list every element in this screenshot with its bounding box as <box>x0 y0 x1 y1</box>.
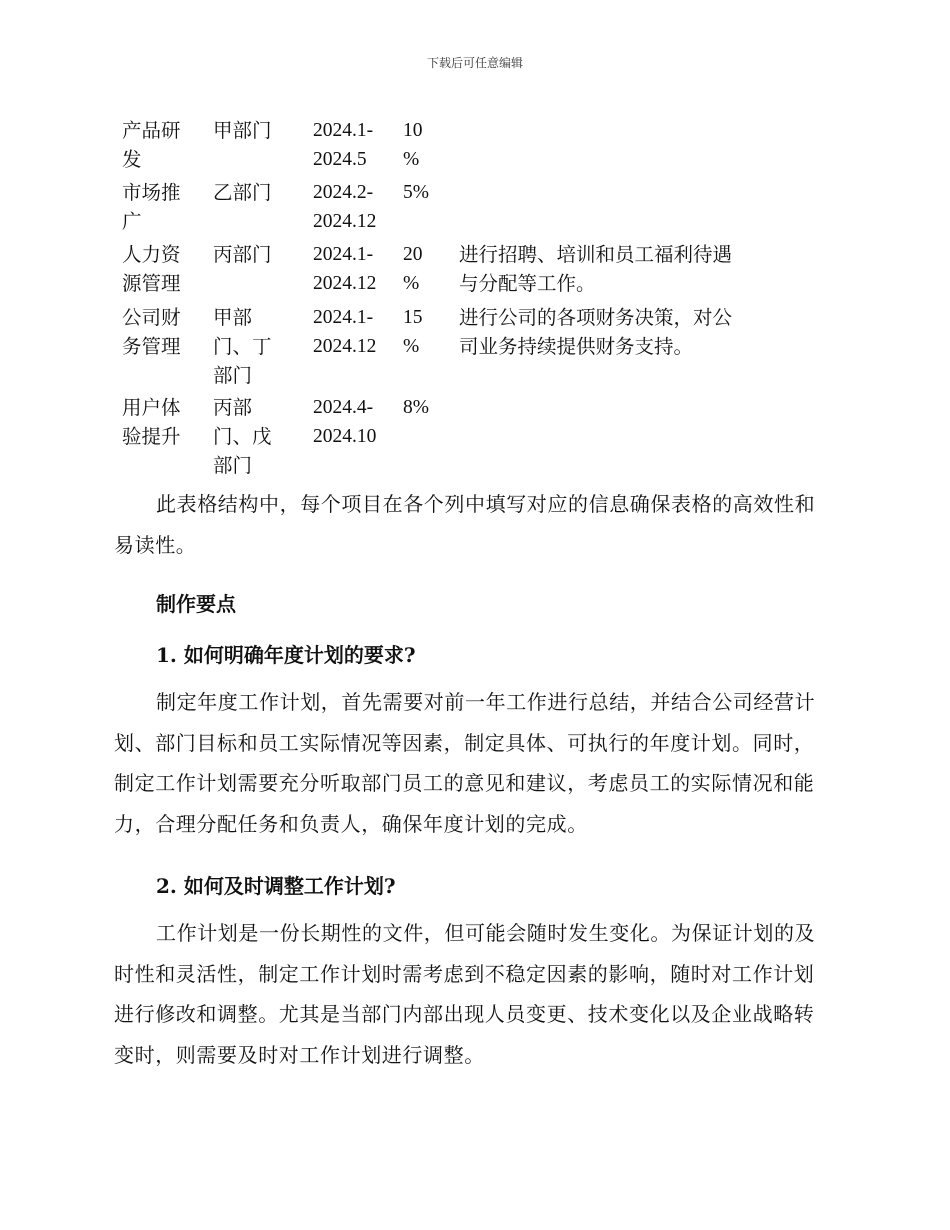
project-cell: 产品研 发 <box>122 119 181 171</box>
ratio-cell: 10 % <box>403 120 423 170</box>
department-cell: 甲部门 <box>213 119 272 142</box>
ratio-cell: 5% <box>403 182 429 203</box>
description-cell: 进行公司的各项财务决策，对公 司业务持续提供财务支持。 <box>459 306 733 358</box>
description-cell: 进行招聘、培训和员工福利待遇 与分配等工作。 <box>459 243 733 295</box>
department-cell: 甲部 门、丁 部门 <box>213 306 272 387</box>
project-cell: 用户体 验提升 <box>122 396 181 448</box>
department-cell: 丙部门 <box>213 243 272 266</box>
question-1-paragraph: 制定年度工作计划，首先需要对前一年工作进行总结，并结合公司经营计划、部门目标和员工实际情况等因素，制定具体、可执行的年度计划。同时，制定工作计划需要充分听取部门员工的意见和建议，考虑员工的实际情况和能力，合理分配任务和负责人，确保年度计划的完成。 <box>114 690 816 836</box>
intro-paragraph: 此表格结构中，每个项目在各个列中填写对应的信息确保表格的高效性和易读性。 <box>114 492 816 557</box>
department-cell: 丙部 门、戊 部门 <box>213 396 272 477</box>
project-cell: 公司财 务管理 <box>122 306 181 358</box>
ratio-cell: 8% <box>403 397 429 418</box>
question-2-title: 2. 如何及时调整工作计划? <box>156 874 396 898</box>
period-cell: 2024.1- 2024.12 <box>313 307 377 357</box>
period-cell: 2024.1- 2024.12 <box>313 244 377 294</box>
page-header: 下载后可任意编辑 <box>426 56 523 70</box>
department-cell: 乙部门 <box>213 181 272 204</box>
period-cell: 2024.4- 2024.10 <box>313 397 377 447</box>
project-cell: 市场推 广 <box>122 181 181 233</box>
section-title: 制作要点 <box>156 592 236 616</box>
ratio-cell: 15 % <box>403 307 423 357</box>
ratio-cell: 20 % <box>403 244 423 294</box>
period-cell: 2024.1- 2024.5 <box>313 120 374 170</box>
question-1-title: 1. 如何明确年度计划的要求? <box>156 643 416 667</box>
question-2-paragraph: 工作计划是一份长期性的文件，但可能会随时发生变化。为保证计划的及时性和灵活性，制定工作计划时需考虑到不稳定因素的影响，随时对工作计划进行修改和调整。尤其是当部门内部出现人员变更、技术变化以及企业战略转变时，则需要及时对工作计划进行调整。 <box>114 921 816 1067</box>
project-cell: 人力资 源管理 <box>122 243 181 295</box>
period-cell: 2024.2- 2024.12 <box>313 182 377 232</box>
